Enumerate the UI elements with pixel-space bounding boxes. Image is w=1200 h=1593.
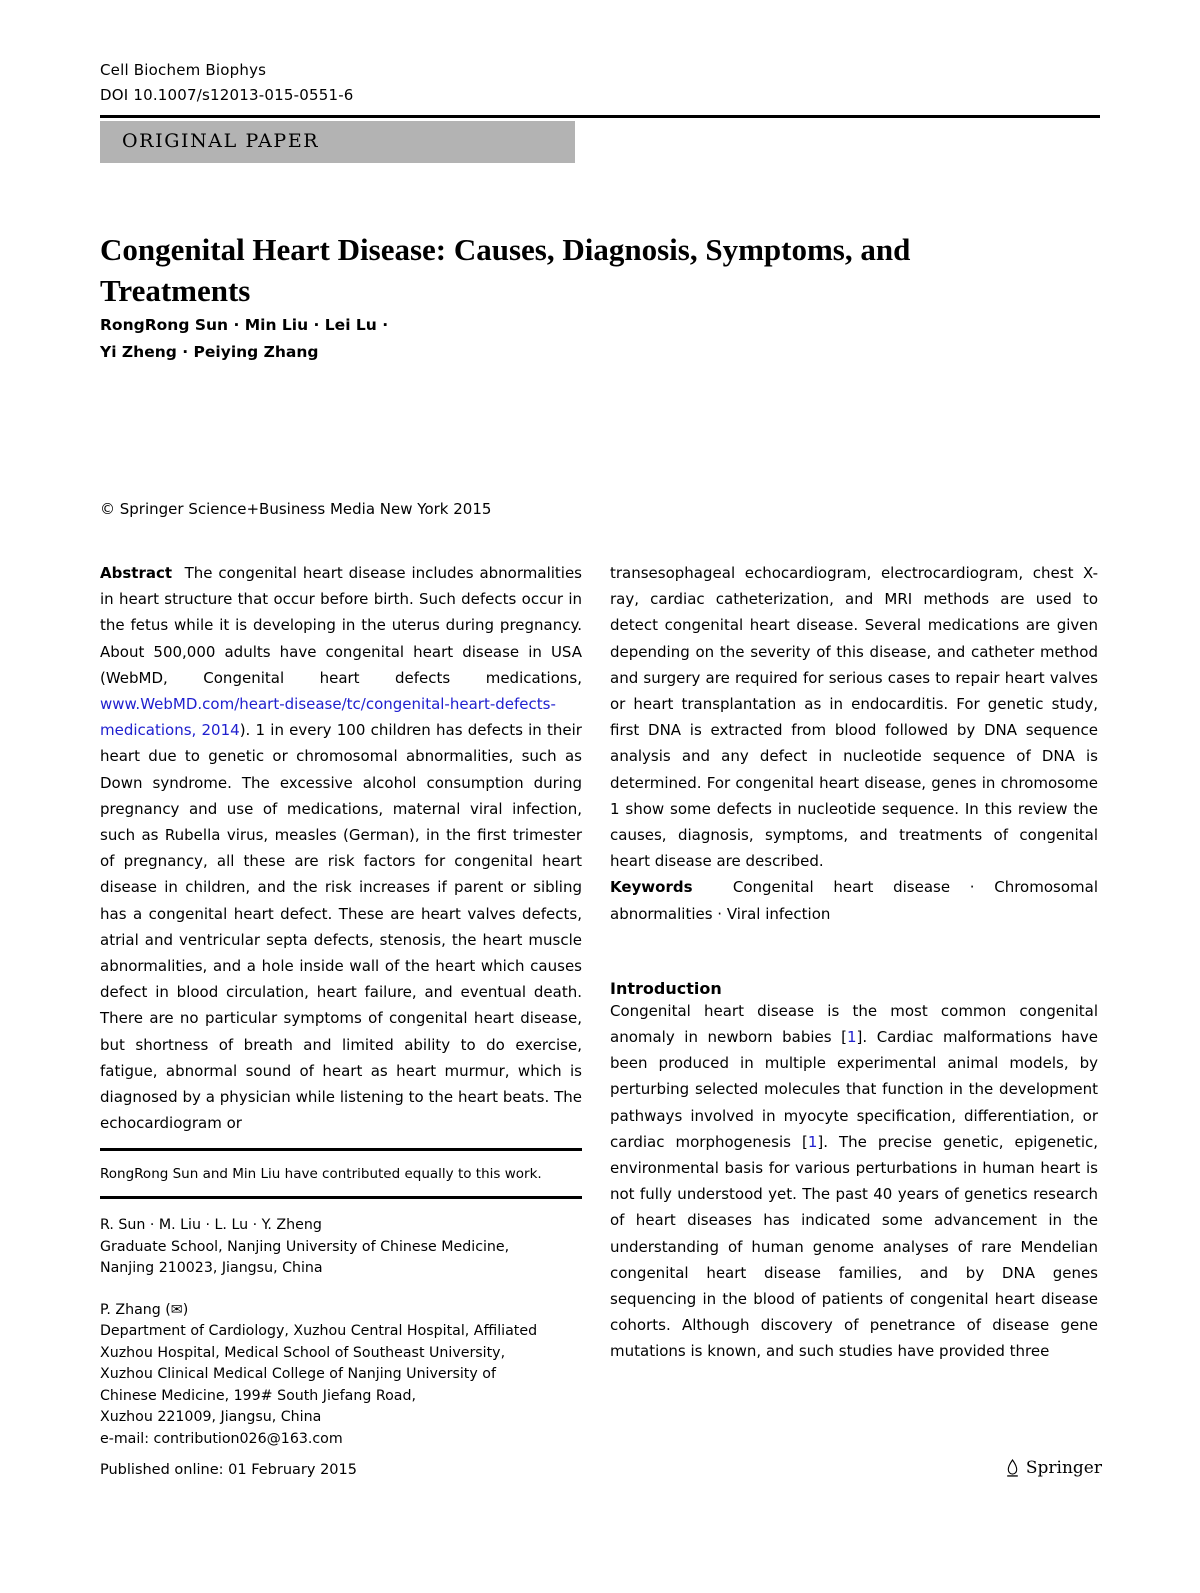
author-line-1: RongRong Sun · Min Liu · Lei Lu · xyxy=(100,316,389,334)
citation-ref-2[interactable]: 1 xyxy=(807,1132,818,1151)
affiliation-2 xyxy=(100,1300,582,1451)
author-list xyxy=(100,312,700,366)
copyright-line: © Springer Science+Business Media New York 2015 xyxy=(100,500,492,518)
abstract-paragraph xyxy=(100,560,582,1136)
affiliation-2-line-4: Chinese Medicine, 199# South Jiefang Road, xyxy=(100,1387,416,1404)
intro-text-b: ]. Cardiac malformations have been produced in multiple experimental animal models, by perturbing selected molecules that function in the development pathways involved in myocyte specification, differentiation, or cardiac morphogenesis [ xyxy=(610,1028,1098,1151)
keywords-paragraph xyxy=(610,874,1098,926)
springer-logo xyxy=(1004,1458,1102,1478)
affiliation-1-line-2: Nanjing 210023, Jiangsu, China xyxy=(100,1260,323,1276)
article-type-label: ORIGINAL PAPER xyxy=(122,130,320,152)
abstract-label: Abstract xyxy=(100,564,173,582)
abstract-text-part2: ). 1 in every 100 children has defects in their heart due to genetic or chromosomal abnormalities, such as Down syndrome. The excessive alcohol consumption during pregnancy and use of medications, maternal viral infection, such as Rubella virus, measles (German), in the first trimester of pregnancy, all these are risk factors for congenital heart disease in children, and the risk increases if parent or sibling has a congenital heart defect. These are heart valves defects, atrial and ventricular septa defects, stenosis, the heart muscle abnormalities, and a hole inside wall of the heart which causes defect in blood circulation, heart failure, and eventual death. There are no particular symptoms of congenital heart disease, but shortness of breath and limited ability to do exercise, fatigue, abnormal sound of heart as heart murmur, which is diagnosed by a physician while listening to the heart beats. The echocardiogram or xyxy=(100,721,582,1133)
springer-wordmark: Springer xyxy=(1025,1458,1102,1478)
intro-text-a: Congenital heart disease is the most common congenital anomaly in newborn babies [ xyxy=(610,1001,1098,1047)
affiliation-1 xyxy=(100,1215,582,1280)
keywords-text: Congenital heart disease · Chromosomal abnormalities · Viral infection xyxy=(610,878,1098,923)
keywords-label: Keywords xyxy=(610,878,693,897)
affiliation-1-line-1: Graduate School, Nanjing University of Chinese Medicine, xyxy=(100,1238,510,1255)
page-title: Congenital Heart Disease: Causes, Diagnosis, Symptoms, and Treatments xyxy=(100,231,911,308)
footnote-rule-top xyxy=(100,1148,582,1151)
journal-doi: DOI 10.1007/s12013-015-0551-6 xyxy=(100,86,354,104)
column-left xyxy=(100,560,582,1136)
abstract-text-part1: The congenital heart disease includes abnormalities in heart structure that occur before birth. Such defects occur in the fetus while it is developing in the uterus during pregnancy. About 500,000 adults have congenital heart disease in USA (WebMD, Congenital heart defects medications, xyxy=(100,564,582,687)
affiliation-2-authors: P. Zhang (✉) xyxy=(100,1301,189,1318)
corresponding-author-email[interactable]: e-mail: contribution026@163.com xyxy=(100,1430,343,1447)
webmd-link-year: , 2014 xyxy=(191,721,240,740)
published-online-date: Published online: 01 February 2015 xyxy=(100,1462,357,1478)
author-line-2: Yi Zheng · Peiying Zhang xyxy=(100,343,319,361)
journal-header xyxy=(100,58,354,108)
abstract-continued: transesophageal echocardiogram, electrocardiogram, chest X-ray, cardiac catheterization, and MRI methods are used to detect congenital heart disease. Several medications are given depending on the severity of this disease, and catheter method and surgery are required for serious cases to repair heart valves or heart transplantation as in endocarditis. For genetic study, first DNA is extracted from blood followed by DNA sequence analysis and any defect in nucleotide sequence of DNA is determined. For congenital heart disease, genes in chromosome 1 show some defects in nucleotide sequence. In this review the causes, diagnosis, symptoms, and treatments of congenital heart disease are described. xyxy=(610,564,1098,871)
footnote-block xyxy=(100,1148,582,1450)
equal-contribution-note: RongRong Sun and Min Liu have contributed equally to this work. xyxy=(100,1166,542,1182)
column-right xyxy=(610,560,1098,1365)
footnote-rule-middle xyxy=(100,1196,582,1199)
affiliation-2-line-3: Xuzhou Clinical Medical College of Nanjing University of xyxy=(100,1366,496,1382)
journal-name: Cell Biochem Biophys xyxy=(100,61,267,79)
affiliation-2-line-1: Department of Cardiology, Xuzhou Central Hospital, Affiliated xyxy=(100,1323,538,1339)
webmd-link[interactable]: www.WebMD.com/heart-disease/tc/congenital-heart-defects-medications xyxy=(100,695,556,740)
affiliation-2-line-5: Xuzhou 221009, Jiangsu, China xyxy=(100,1409,322,1425)
springer-mark-icon xyxy=(1004,1459,1021,1478)
affiliation-2-line-2: Xuzhou Hospital, Medical School of Southeast University, xyxy=(100,1344,506,1361)
citation-ref-1[interactable]: 1 xyxy=(847,1028,857,1047)
header-rule xyxy=(100,115,1100,118)
intro-text-c: ]. The precise genetic, epigenetic, environmental basis for various perturbations in human heart is not fully understood yet. The past 40 years of genetics research of heart diseases has indicated some advancement in the understanding of human genome analyses of rare Mendelian congenital heart disease families, and by DNA genes sequencing in the blood of patients of congenital heart disease cohorts. Although discovery of penetrance of disease gene mutations is known, and such studies have provided three xyxy=(610,1132,1099,1361)
affiliation-spacer xyxy=(100,1280,582,1300)
introduction-paragraph xyxy=(610,998,1098,1365)
affiliation-1-authors: R. Sun · M. Liu · L. Lu · Y. Zheng xyxy=(100,1217,322,1233)
section-heading-introduction: Introduction xyxy=(610,978,722,998)
